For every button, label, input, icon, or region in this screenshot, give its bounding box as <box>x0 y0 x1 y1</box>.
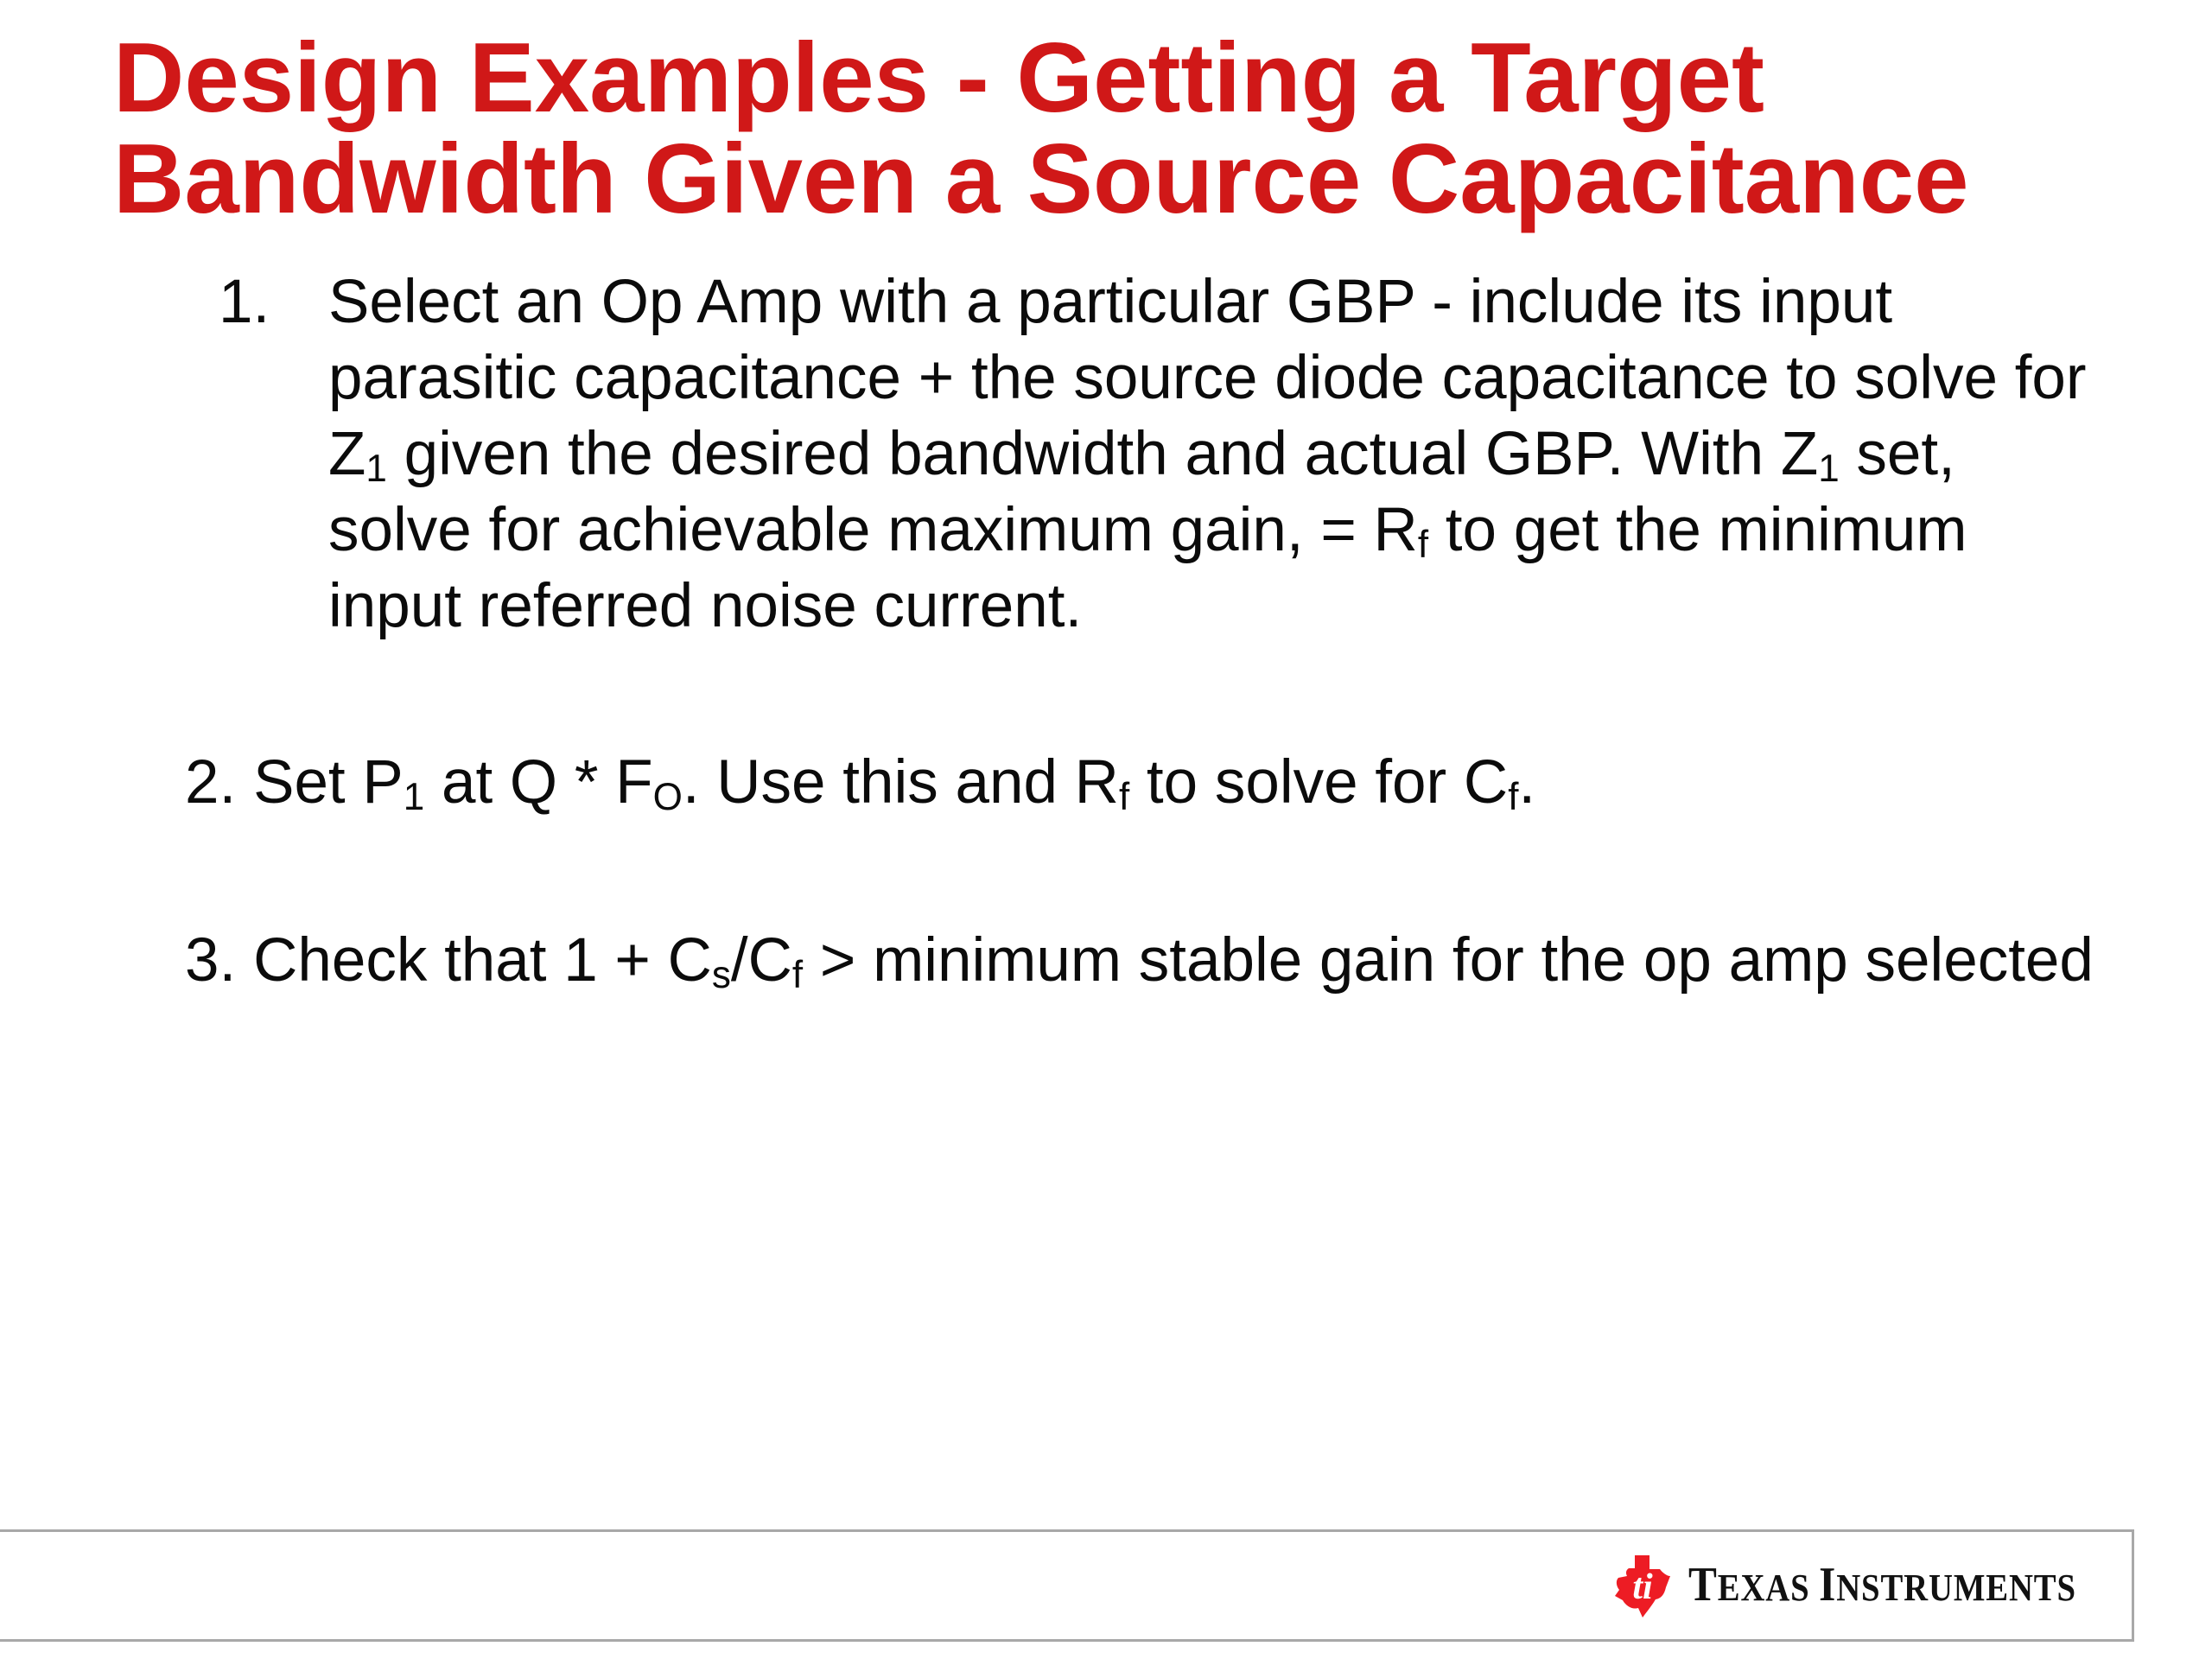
list-item-3 <box>185 923 2094 999</box>
list-item-2 <box>185 745 1535 821</box>
list-item-1-text: Select an Op Amp with a particular GBP - include its input parasitic capacitance + the source diode capacitance to solve for $Z_1$ given the desired bandwidth and actual GBP. With $Z_1$ set, solve for achievable maximum gain, = $R_f$ to get the minimum input referred noise current. <box>328 268 2087 640</box>
list-item-2-text: Set $P_1$ at Q * $F_O$. Use this and $R_f$ to solve for $C_f$. <box>253 748 1536 818</box>
list-item-1-number: 1. <box>219 268 270 336</box>
svg-text:ti: ti <box>1632 1567 1653 1607</box>
ti-texas-bug-icon <box>1614 1554 1671 1618</box>
slide-title-line-2: Bandwidth Given a Source Capacitance <box>113 124 1969 234</box>
texas-instruments-wordmark: TEXAS INSTRUMENTS <box>1688 1558 2076 1611</box>
slide-title-line-1: Design Examples - Getting a Target <box>113 23 1765 133</box>
list-item-3-text: Check that $1 + C_s/C_f$ > minimum stable gain for the op amp selected <box>253 926 2094 996</box>
list-item-1 <box>219 264 2120 645</box>
list-item-3-number: 3. <box>185 926 237 995</box>
list-item-2-number: 2. <box>185 748 237 817</box>
texas-instruments-logo <box>1614 1550 2129 1623</box>
slide-title <box>113 23 1969 234</box>
